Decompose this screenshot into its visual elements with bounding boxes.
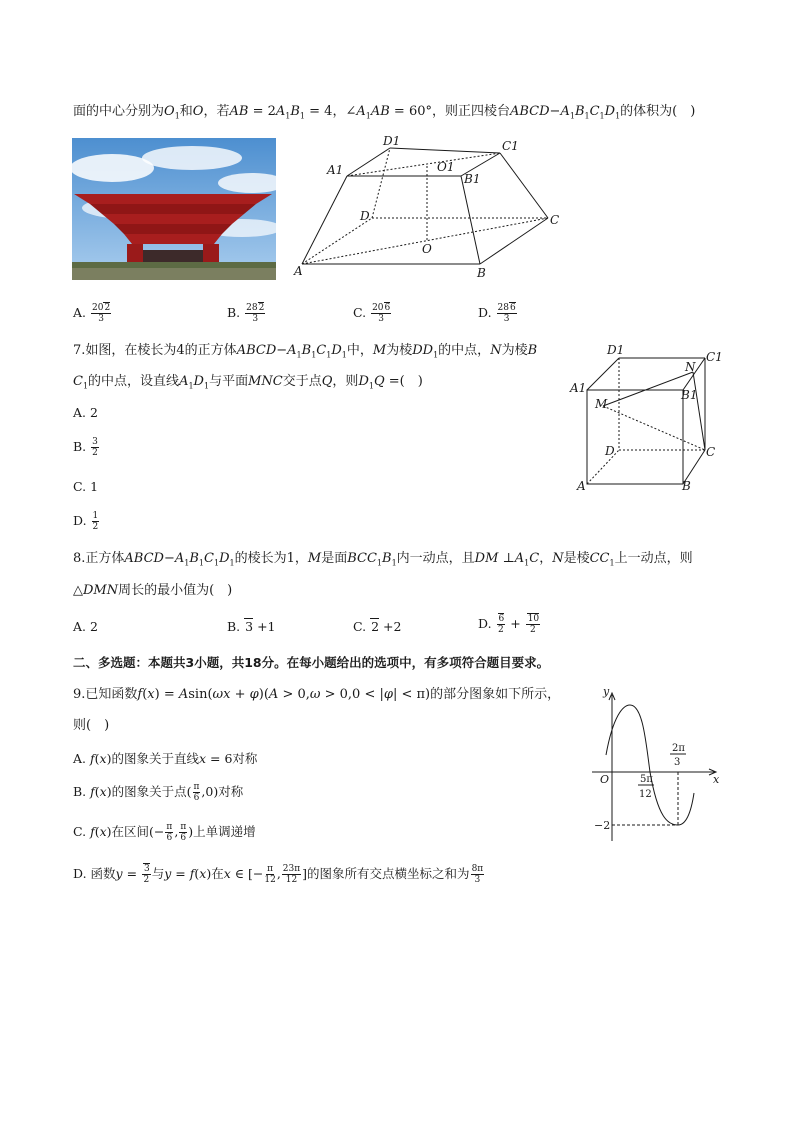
graph-x-label: x [713, 773, 720, 786]
svg-text:2π: 2π [672, 743, 685, 754]
q9-stem-line2: 则( ) [73, 718, 110, 733]
q6-stem: 面的中心分别为$O_1$和O，若AB = $2A_1B_1 = 4$，$\angle A_1AB = 60^\circ$，则正四棱台$ABCD-A_1B_1C_1D_1$的体积为( ) [73, 104, 696, 121]
label-A: A [577, 479, 586, 493]
q9-option-c[interactable]: C. f(x)在区间(− $\frac{\pi}{6}$ , $\frac{\pi}{6}$ )上单调递增 [73, 822, 256, 843]
label-A1: A1 [327, 163, 344, 177]
q8-stem-line1: 8.正方体$ABCD-A_1B_1C_1D_1$的棱长为1，M是面$BCC_1B_1$内一动点，且DM $\perp A_1C$，N是棱$CC_1$上一动点，则 [73, 551, 693, 568]
q6-option-d[interactable]: D. $\frac{286}{3}$ [478, 303, 516, 324]
svg-text:3: 3 [674, 757, 681, 768]
q8-stem-line2: △DMN周长的最小值为( ) [73, 583, 233, 598]
label-C1: C1 [706, 350, 723, 364]
label-B1: B1 [681, 388, 698, 402]
label-M: M [595, 397, 608, 411]
label-D: D [360, 209, 370, 223]
china-pavilion-photo [72, 138, 276, 280]
sine-graph [588, 683, 728, 845]
cube-figure [565, 340, 735, 495]
frustum-figure [290, 128, 570, 283]
graph-min-label: −2 [594, 819, 611, 832]
label-C: C [550, 213, 560, 227]
label-O1: O1 [437, 160, 455, 174]
label-D: D [605, 444, 615, 458]
svg-text:12: 12 [639, 789, 652, 800]
q7-option-c[interactable]: C. 1 [73, 479, 99, 494]
section2-title: 二、多选题：本题共3小题，共18分。在每小题给出的选项中，有多项符合题目要求。 [73, 655, 550, 670]
q6-option-c[interactable]: C. $\frac{206}{3}$ [353, 303, 391, 324]
label-O: O [422, 242, 432, 256]
label-C: C [706, 445, 716, 459]
label-D1: D1 [607, 343, 625, 357]
q8-option-a[interactable]: A. 2 [73, 619, 98, 634]
q8-option-c[interactable]: C. 2 +2 [353, 619, 402, 634]
q7-stem-line2: $C_1$的中点，设直线$A_1D_1$与平面MNC交于点Q，则$D_1Q$ =( ) [73, 374, 423, 391]
q9-option-d[interactable]: D. 函数y = $\frac{3}{2}$ 与y = f(x)在x ∈ [− $\frac{\pi}{12}$ , $\frac{23\pi}{12}$ ]的图象所有交点横坐标之和为 $\frac{8\pi}{3}$ [73, 864, 484, 885]
label-A1: A1 [570, 381, 587, 395]
label-B: B [477, 266, 486, 280]
q7-option-d[interactable]: D. $\frac{1}{2}$ [73, 511, 99, 532]
label-C1: C1 [502, 139, 519, 153]
label-B1: B1 [464, 172, 481, 186]
q9-option-b[interactable]: B. f(x)的图象关于点( $\frac{\pi}{6}$ ,0)对称 [73, 782, 244, 803]
q6-option-b[interactable]: B. $\frac{282}{3}$ [227, 303, 265, 324]
q7-option-a[interactable]: A. 2 [73, 405, 98, 420]
q8-option-b[interactable]: B. 3 +1 [227, 619, 276, 634]
q9-option-a[interactable]: A. f(x)的图象关于直线x = 6对称 [73, 751, 258, 766]
label-N: N [685, 360, 696, 374]
graph-y-label: y [603, 685, 610, 698]
q7-option-b[interactable]: B. $\frac{3}{2}$ [73, 437, 98, 458]
q8-option-d[interactable]: D. $\frac{6}{2}$ + $\frac{10}{2}$ [478, 614, 540, 635]
label-B: B [682, 479, 691, 493]
label-D1: D1 [383, 134, 401, 148]
svg-text:5π: 5π [640, 774, 653, 785]
graph-origin-label: O [600, 773, 610, 786]
q9-stem-line1: 9.已知函数f(x) = Asin(ωx + φ)(A > 0,ω > 0,0 < |φ| < π)的部分图象如下所示， [73, 687, 561, 702]
label-A: A [294, 264, 303, 278]
q6-option-a[interactable]: A. $\frac{202}{3}$ [73, 303, 111, 324]
q7-stem-line1: 7.如图，在棱长为4的正方体$ABCD-A_1B_1C_1D_1$中，M为棱$DD_1$的中点，N为棱B [73, 343, 538, 360]
